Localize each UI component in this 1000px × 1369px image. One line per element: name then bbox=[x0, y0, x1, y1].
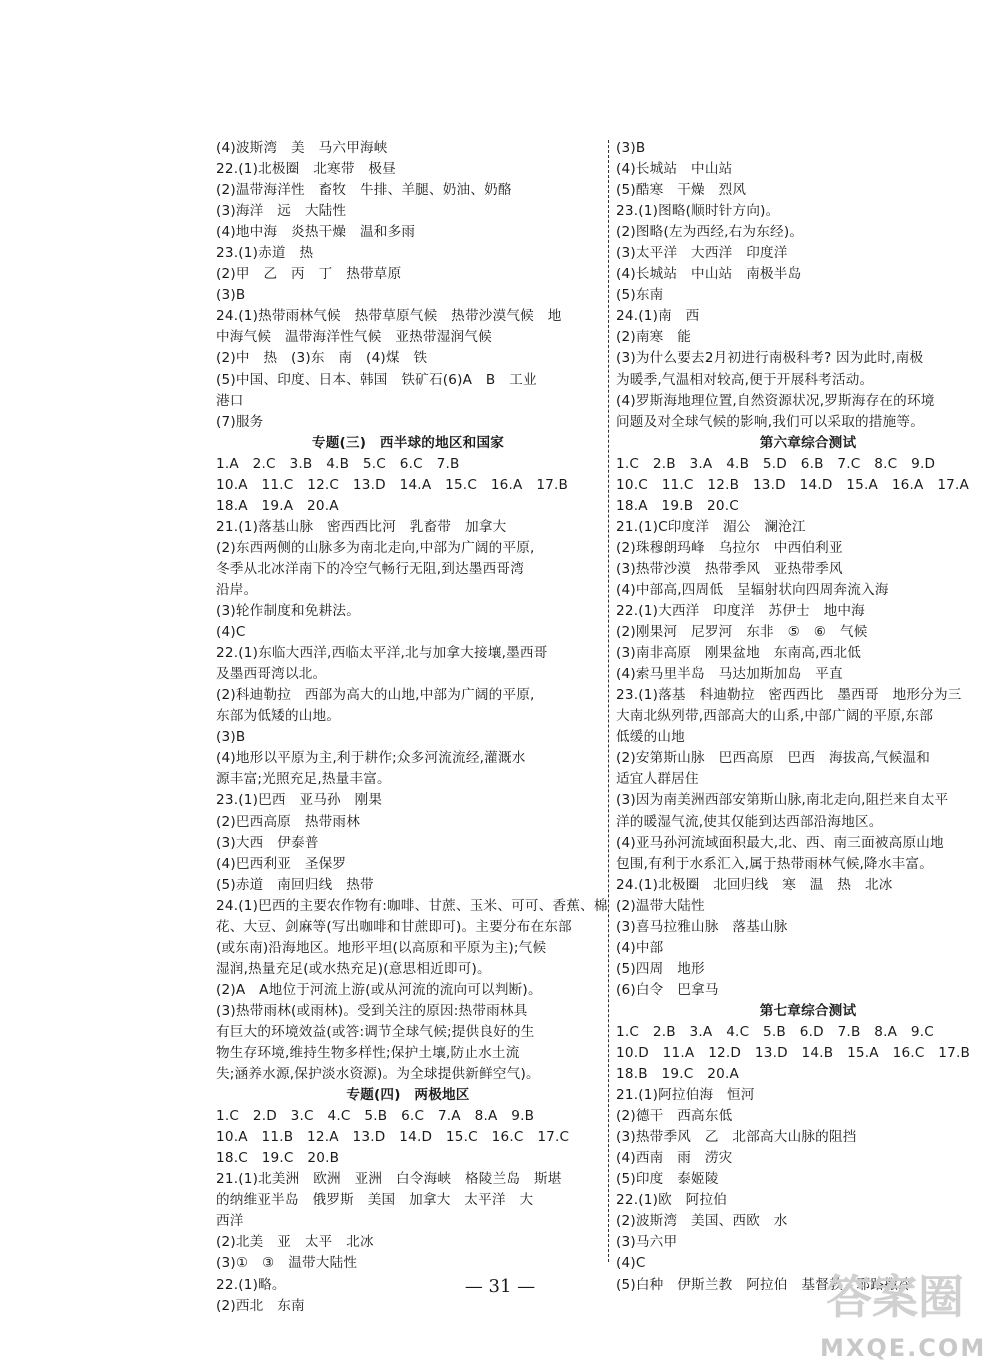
column-divider bbox=[608, 140, 609, 1262]
answer-line: (2)东西两侧的山脉多为南北走向,中部为广阔的平原, bbox=[216, 539, 535, 556]
answer-line: (5)赤道 南回归线 热带 bbox=[216, 876, 374, 893]
answer-line: 18.A 19.A 20.A bbox=[216, 497, 339, 514]
watermark-logo: 答案圈 bbox=[826, 1270, 964, 1324]
right-column bbox=[616, 138, 1000, 1296]
answer-line: (4)长城站 中山站 bbox=[616, 161, 733, 178]
answer-line: (2)甲 乙 丙 丁 热带草原 bbox=[216, 266, 402, 283]
answer-line: (4)地中海 炎热干燥 温和多雨 bbox=[216, 224, 416, 241]
answer-line: (2)温带海洋性 畜牧 牛排、羊腿、奶油、奶酪 bbox=[216, 182, 512, 199]
answer-line: 及墨西哥湾以北。 bbox=[216, 666, 327, 683]
answer-line: 为暖季,气温相对较高,便于开展科考活动。 bbox=[616, 371, 874, 388]
answer-line: (3)太平洋 大西洋 印度洋 bbox=[616, 245, 788, 262]
answer-line: (3)海洋 远 大陆性 bbox=[216, 203, 347, 220]
answer-line: (7)服务 bbox=[216, 413, 264, 430]
answer-line: (5)印度 泰姬陵 bbox=[616, 1171, 719, 1188]
answer-line: (4)波斯湾 美 马六甲海峡 bbox=[216, 140, 388, 156]
answer-line: (3)热带沙漠 热带季风 亚热带季风 bbox=[616, 560, 843, 577]
answer-line: (或东南)沿海地区。地形平坦(以高原和平原为主);气候 bbox=[216, 939, 547, 956]
answer-line: (5)四周 地形 bbox=[616, 960, 705, 977]
answer-line: 18.B 19.C 20.A bbox=[616, 1066, 739, 1083]
answer-line: 1.C 2.B 3.A 4.B 5.D 6.B 7.C 8.C 9.D bbox=[616, 455, 936, 472]
answer-line: 适宜人群居住 bbox=[616, 771, 699, 788]
answer-line: (2)南寒 能 bbox=[616, 329, 692, 346]
answer-line: (3)热带雨林(或雨林)。受到关注的原因:热带雨林具 bbox=[216, 1002, 528, 1019]
page-number: — 31 — bbox=[464, 1276, 536, 1297]
answer-line: 湿润,热量充足(或水热充足)(意思相近即可)。 bbox=[216, 960, 491, 977]
answer-line: (3)热带季风 乙 北部高大山脉的阻挡 bbox=[616, 1129, 857, 1146]
answer-line: 18.C 19.C 20.B bbox=[216, 1150, 340, 1167]
answer-line: 物生存环境,维持生物多样性;保护土壤,防止水土流 bbox=[216, 1045, 520, 1062]
answer-line: (4)中部 bbox=[616, 939, 664, 956]
answer-line: 失;涵养水源,保护淡水资源)。为全球提供新鲜空气)。 bbox=[216, 1066, 540, 1083]
answer-line: 沿岸。 bbox=[216, 581, 258, 598]
answer-line: (4)长城站 中山站 南极半岛 bbox=[616, 266, 802, 283]
watermark bbox=[800, 1262, 990, 1367]
answer-line: (2)刚果河 尼罗河 东非 ⑤ ⑥ 气候 bbox=[616, 624, 868, 641]
answer-line: (6)白令 巴拿马 bbox=[616, 981, 719, 998]
answer-line: (3)B bbox=[216, 287, 246, 304]
answer-line: 有巨大的环境效益(或答:调节全球气候;提供良好的生 bbox=[216, 1023, 535, 1040]
answer-line: 22.(1)略。 bbox=[216, 1276, 286, 1293]
answer-line: 18.A 19.B 20.C bbox=[616, 497, 739, 514]
answer-line: 东部为低矮的山地。 bbox=[216, 708, 341, 725]
answer-line: (2)珠穆朗玛峰 乌拉尔 中西伯利亚 bbox=[616, 539, 843, 556]
answer-line: (5)白种 伊斯兰教 阿拉伯 基督教 耶路撒冷 bbox=[616, 1276, 912, 1293]
answer-line: 24.(1)南 西 bbox=[616, 308, 700, 325]
answer-line: 10.D 11.A 12.D 13.D 14.B 15.A 16.C 17.B bbox=[616, 1045, 971, 1062]
answer-line: 23.(1)巴西 亚马孙 刚果 bbox=[216, 792, 383, 809]
answer-line: (2)西北 东南 bbox=[216, 1297, 305, 1314]
answer-line: 21.(1)阿拉伯海 恒河 bbox=[616, 1087, 755, 1104]
answer-line: (3)轮作制度和免耕法。 bbox=[216, 603, 360, 620]
answer-line: (5)东南 bbox=[616, 287, 664, 304]
answer-line: (4)亚马孙河流域面积最大,北、西、南三面被高原山地 bbox=[616, 834, 944, 851]
answer-line: 1.A 2.C 3.B 4.B 5.C 6.C 7.B bbox=[216, 455, 460, 472]
answer-line: (4)C bbox=[616, 1255, 646, 1272]
answer-line: (2)巴西高原 热带雨林 bbox=[216, 813, 360, 830]
answer-line: 21.(1)北美洲 欧洲 亚洲 白令海峡 格陵兰岛 斯堪 bbox=[216, 1171, 562, 1188]
answer-line: (3)为什么要去2月初进行南极科考? 因为此时,南极 bbox=[616, 350, 924, 367]
answer-line: (4)索马里半岛 马达加斯加岛 平直 bbox=[616, 666, 843, 683]
answer-line: (2)中 热 (3)东 南 (4)煤 铁 bbox=[216, 350, 428, 367]
answer-line: (3)B bbox=[616, 140, 646, 156]
answer-line: (3)喜马拉雅山脉 落基山脉 bbox=[616, 918, 788, 935]
answer-line: 低缓的山地 bbox=[616, 729, 685, 746]
answer-line: 10.A 11.C 12.C 13.D 14.A 15.C 16.A 17.B bbox=[216, 476, 569, 493]
answer-line: 1.C 2.D 3.C 4.C 5.B 6.C 7.A 8.A 9.B bbox=[216, 1108, 535, 1125]
answer-line: 中海气候 温带海洋性气候 亚热带湿润气候 bbox=[216, 329, 492, 346]
answer-line: 1.C 2.B 3.A 4.C 5.B 6.D 7.B 8.A 9.C bbox=[616, 1023, 934, 1040]
answer-line: (4)西南 雨 涝灾 bbox=[616, 1150, 733, 1167]
answer-line: (2)温带大陆性 bbox=[616, 897, 705, 914]
answer-line: 22.(1)欧 阿拉伯 bbox=[616, 1192, 728, 1209]
answer-line: 21.(1)C印度洋 湄公 澜沧江 bbox=[616, 518, 806, 535]
answer-line: (4)C bbox=[216, 624, 246, 641]
answer-line: (3)B bbox=[216, 729, 246, 746]
section-heading: 专题(三) 西半球的地区和国家 bbox=[311, 434, 505, 451]
answer-line: 24.(1)北极圈 北回归线 寒 温 热 北冰 bbox=[616, 876, 893, 893]
left-column bbox=[216, 138, 608, 1317]
answer-line: 24.(1)热带雨林气候 热带草原气候 热带沙漠气候 地 bbox=[216, 308, 562, 325]
answer-line: 23.(1)图略(顺时针方向)。 bbox=[616, 203, 780, 220]
answer-line: 23.(1)赤道 热 bbox=[216, 245, 314, 262]
answer-line: (2)图略(左为西经,右为东经)。 bbox=[616, 224, 804, 241]
answer-line: (2)安第斯山脉 巴西高原 巴西 海拔高,气候温和 bbox=[616, 750, 931, 767]
answer-line: (4)罗斯海地理位置,自然资源状况,罗斯海存在的环境 bbox=[616, 392, 935, 409]
answer-line: (5)酷寒 干燥 烈风 bbox=[616, 182, 747, 199]
answer-line: 22.(1)大西洋 印度洋 苏伊士 地中海 bbox=[616, 603, 865, 620]
answer-line: 冬季从北冰洋南下的冷空气畅行无阻,到达墨西哥湾 bbox=[216, 560, 524, 577]
answer-line: (2)波斯湾 美国、西欧 水 bbox=[616, 1213, 788, 1230]
answer-line: (2)A A地位于河流上游(或从河流的流向可以判断)。 bbox=[216, 981, 542, 998]
section-heading: 专题(四) 两极地区 bbox=[346, 1087, 470, 1104]
answer-line: (2)北美 亚 太平 北冰 bbox=[216, 1234, 374, 1251]
answer-line: 包围,有利于水系汇入,属于热带雨林气候,降水丰富。 bbox=[616, 855, 934, 872]
answer-line: (3)大西 伊泰普 bbox=[216, 834, 319, 851]
watermark-text: MXQE.COM bbox=[820, 1334, 987, 1362]
answer-line: 22.(1)东临大西洋,西临太平洋,北与加拿大接壤,墨西哥 bbox=[216, 645, 548, 662]
answer-line: 的纳维亚半岛 俄罗斯 美国 加拿大 太平洋 大 bbox=[216, 1192, 534, 1209]
answer-line: (4)中部高,四周低 呈辐射状向四周奔流入海 bbox=[616, 581, 889, 598]
answer-line: 22.(1)北极圈 北寒带 极昼 bbox=[216, 161, 397, 178]
answer-line: (4)地形以平原为主,利于耕作;众多河流流经,灌溉水 bbox=[216, 750, 526, 767]
answer-line: 大南北纵列带,西部高大的山系,中部广阔的平原,东部 bbox=[616, 708, 934, 725]
answer-line: (3)马六甲 bbox=[616, 1234, 678, 1251]
answer-line: 花、大豆、剑麻等(写出咖啡和甘蔗即可)。主要分布在东部 bbox=[216, 918, 572, 935]
answer-line: 10.C 11.C 12.B 13.D 14.D 15.A 16.A 17.A bbox=[616, 476, 970, 493]
answer-line: (3)① ③ 温带大陆性 bbox=[216, 1255, 358, 1272]
section-heading: 第七章综合测试 bbox=[759, 1002, 857, 1019]
answer-line: (3)南非高原 刚果盆地 东南高,西北低 bbox=[616, 645, 862, 662]
answer-line: (5)中国、印度、日本、韩国 铁矿石(6)A B 工业 bbox=[216, 371, 537, 388]
answer-line: 西洋 bbox=[216, 1213, 244, 1230]
answer-line: (4)巴西利亚 圣保罗 bbox=[216, 855, 347, 872]
section-heading: 第六章综合测试 bbox=[759, 434, 857, 451]
answer-line: 24.(1)巴西的主要农作物有:咖啡、甘蔗、玉米、可可、香蕉、棉 bbox=[216, 897, 608, 914]
answer-line: 23.(1)落基 科迪勒拉 密西西比 墨西哥 地形分为三 bbox=[616, 687, 962, 704]
answer-line: (3)因为南美洲西部安第斯山脉,南北走向,阻拦来自太平 bbox=[616, 792, 949, 809]
answer-line: 源丰富;光照充足,热量丰富。 bbox=[216, 771, 391, 788]
answer-line: 港口 bbox=[216, 392, 244, 409]
answer-line: (2)德干 西高东低 bbox=[616, 1108, 733, 1125]
answer-line: 21.(1)落基山脉 密西西比河 乳畜带 加拿大 bbox=[216, 518, 507, 535]
answer-line: (2)科迪勒拉 西部为高大的山地,中部为广阔的平原, bbox=[216, 687, 535, 704]
answer-line: 10.A 11.B 12.A 13.D 14.D 15.C 16.C 17.C bbox=[216, 1129, 570, 1146]
answer-line: 问题及对全球气候的影响,我们可以采取的措施等。 bbox=[616, 413, 924, 430]
answer-line: 洋的暖湿气流,使其仅能到达西部沿海地区。 bbox=[616, 813, 883, 830]
